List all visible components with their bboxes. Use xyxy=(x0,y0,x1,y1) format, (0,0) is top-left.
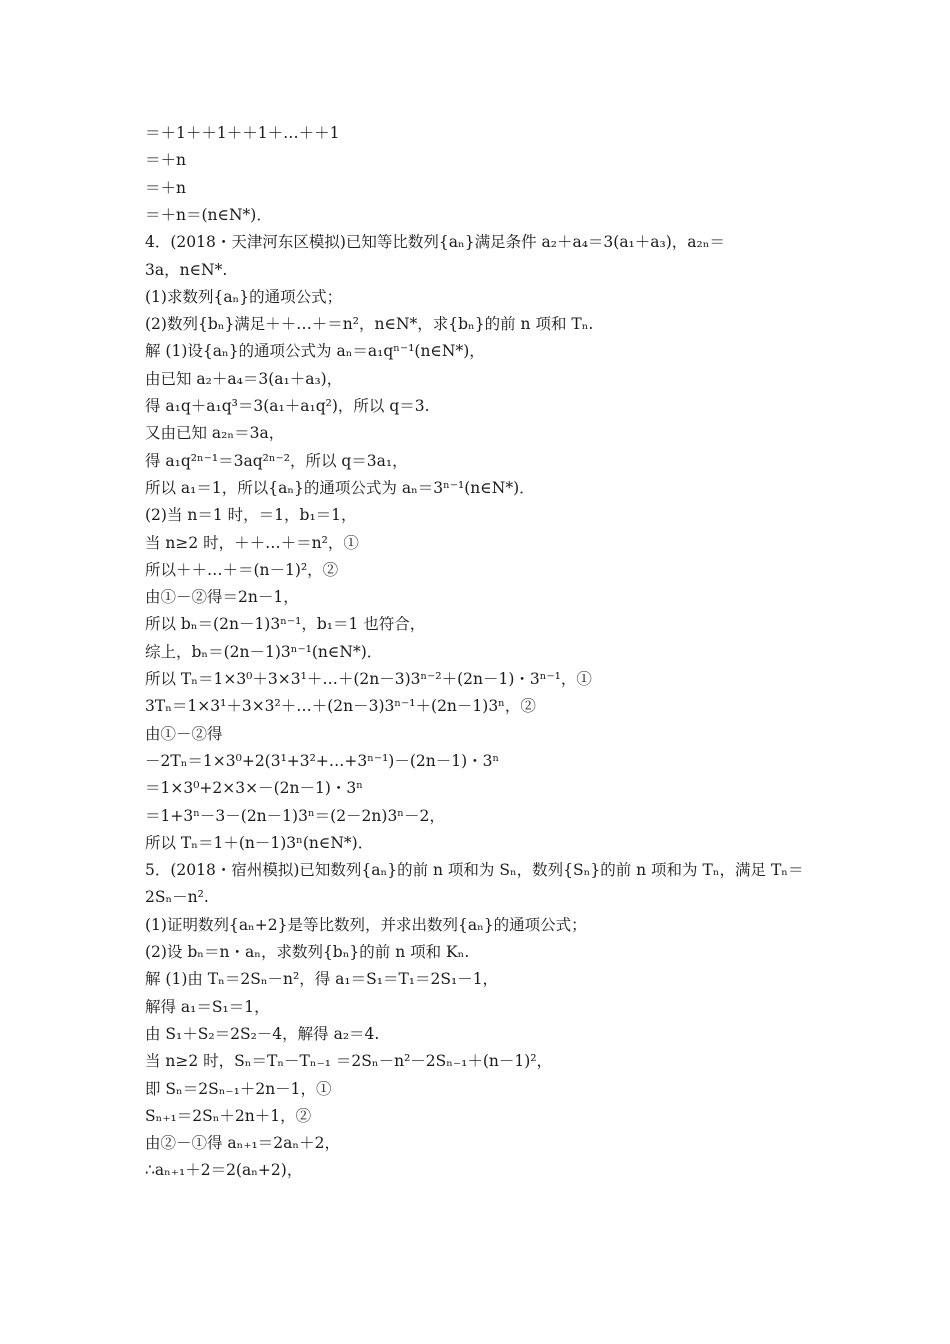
text-line: Sₙ₊₁＝2Sₙ＋2n＋1，② xyxy=(145,1106,312,1125)
text-line: (1)证明数列{aₙ+2}是等比数列，并求出数列{aₙ}的通项公式； xyxy=(145,915,587,934)
text-line: 得 a₁q＋a₁q³＝3(a₁＋a₁q²)，所以 q＝3. xyxy=(145,397,430,415)
text-line: 综上，bₙ＝(2n－1)3ⁿ⁻¹(n∈N*)． xyxy=(145,642,383,661)
text-line: 由已知 a₂＋a₄＝3(a₁＋a₃)， xyxy=(145,369,343,388)
text-line: 由 S₁＋S₂＝2S₂－4，解得 a₂＝4. xyxy=(145,1024,380,1043)
text-line: 又由已知 a₂ₙ＝3a， xyxy=(145,424,285,443)
text-line: 所以 a₁＝1，所以{aₙ}的通项公式为 aₙ＝3ⁿ⁻¹(n∈N*)． xyxy=(145,478,535,497)
text-line: 3Tₙ＝1×3¹＋3×3²＋…＋(2n－3)3ⁿ⁻¹＋(2n－1)3ⁿ，② xyxy=(145,697,536,716)
text-line: 得 a₁q²ⁿ⁻¹＝3aq²ⁿ⁻²，所以 q＝3a₁， xyxy=(145,451,408,470)
text-line: 4．(2018・天津河东区模拟)已知等比数列{aₙ}满足条件 a₂＋a₄＝3(a₁＋a₃)，a₂ₙ＝ xyxy=(145,233,725,252)
text-line: ＝＋n xyxy=(145,151,186,170)
text-line: 由①－②得 xyxy=(145,724,223,743)
text-line: (2)设 bₙ＝n・aₙ，求数列{bₙ}的前 n 项和 Kₙ. xyxy=(145,943,470,961)
text-line: 解得 a₁＝S₁＝1， xyxy=(145,997,270,1016)
text-line: ＝1+3ⁿ－3－(2n－1)3ⁿ＝(2－2n)3ⁿ－2， xyxy=(145,806,445,825)
text-line: 所以 bₙ＝(2n－1)3ⁿ⁻¹，b₁＝1 也符合， xyxy=(145,615,426,634)
text-line: ∴aₙ₊₁＋2＝2(aₙ+2)， xyxy=(145,1161,303,1180)
text-line: 当 n≥2 时，Sₙ＝Tₙ－Tₙ₋₁ ＝2Sₙ－n²－2Sₙ₋₁＋(n－1)²， xyxy=(145,1052,553,1071)
text-line: 所以 Tₙ＝1×3⁰＋3×3¹＋…＋(2n－3)3ⁿ⁻²＋(2n－1)・3ⁿ⁻¹，① xyxy=(145,670,592,688)
text-line: 当 n≥2 时，＋＋…＋＝n²，① xyxy=(145,533,359,552)
text-line: 所以＋＋…＋＝(n－1)²，② xyxy=(145,560,339,579)
text-line: ＝＋n xyxy=(145,178,186,197)
text-line: ＝＋n＝(n∈N*)． xyxy=(145,205,272,224)
text-line: 3a，n∈N*. xyxy=(145,260,228,279)
text-line: (2)数列{bₙ}满足＋＋…＋＝n²，n∈N*，求{bₙ}的前 n 项和 Tₙ. xyxy=(145,315,594,334)
text-line: 5．(2018・宿州模拟)已知数列{aₙ}的前 n 项和为 Sₙ，数列{Sₙ}的前 n 项和为 Tₙ，满足 Tₙ＝ xyxy=(145,861,804,880)
text-line: (1)求数列{aₙ}的通项公式； xyxy=(145,287,343,306)
text-line: 解 (1)设{aₙ}的通项公式为 aₙ＝a₁qⁿ⁻¹(n∈N*)， xyxy=(145,342,485,361)
text-line: 由①－②得＝2n－1， xyxy=(145,588,299,607)
text-line: 所以 Tₙ＝1＋(n－1)3ⁿ(n∈N*)． xyxy=(145,833,374,852)
text-line: (2)当 n＝1 时，＝1，b₁＝1， xyxy=(145,506,357,525)
text-line: －2Tₙ＝1×3⁰+2(3¹+3²+…+3ⁿ⁻¹)－(2n－1)・3ⁿ xyxy=(145,751,500,770)
text-line: 解 (1)由 Tₙ＝2Sₙ－n²，得 a₁＝S₁＝T₁＝2S₁－1， xyxy=(145,970,499,989)
text-line: ＝＋1＋＋1＋＋1＋…＋＋1 xyxy=(145,124,340,142)
text-line: 即 Sₙ＝2Sₙ₋₁＋2n－1，① xyxy=(145,1079,332,1098)
text-line: ＝1×3⁰+2×3×－(2n－1)・3ⁿ xyxy=(145,779,363,798)
text-line: 由②－①得 aₙ₊₁＝2aₙ＋2， xyxy=(145,1134,340,1153)
text-line: 2Sₙ－n². xyxy=(145,888,209,907)
